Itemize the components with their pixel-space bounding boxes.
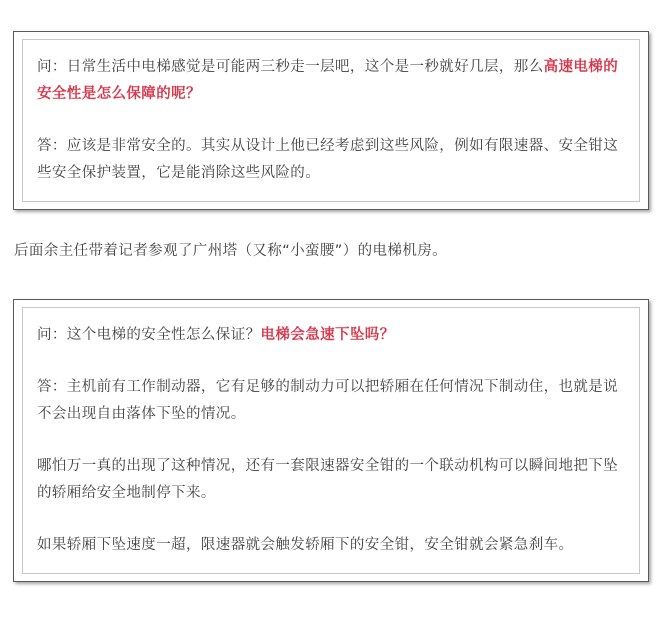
answer-paragraph: 如果轿厢下坠速度一超，限速器就会触发轿厢下的安全钳，安全钳就会紧急刹车。 (37, 537, 574, 553)
qa-box-falling-safety (13, 299, 649, 582)
question-text: 问：日常生活中电梯感觉是可能两三秒走一层吧，这个是一秒就好几层，那么 (37, 59, 544, 75)
answer-paragraph: 答：应该是非常安全的。其实从设计上他已经考虑到这些风险，例如有限速器、安全钳这些安全保护装置，它是能消除这些风险的。 (37, 138, 619, 181)
qa-box-high-speed-safety (13, 31, 649, 210)
question-paragraph (37, 54, 625, 108)
question-text: 问：这个电梯的安全性怎么保证？ (37, 327, 261, 343)
question-highlight: 高速电梯的安全性是怎么保障的呢？ (37, 59, 619, 102)
qa-box-inner (22, 307, 640, 574)
qa-box-inner (22, 39, 640, 202)
question-highlight: 电梯会急速下坠吗？ (260, 327, 395, 343)
narration-paragraph: 后面余主任带着记者参观了广州塔（又称“小蛮腰”）的电梯机房。 (14, 243, 448, 259)
answer-paragraph: 答：主机前有工作制动器，它有足够的制动力可以把轿厢在任何情况下制动住，也就是说不会出现自由落体下坠的情况。 (37, 379, 619, 422)
question-paragraph (37, 322, 625, 349)
answer-paragraph: 哪怕万一真的出现了这种情况，还有一套限速器安全钳的一个联动机构可以瞬间地把下坠的轿厢给安全地制停下来。 (37, 458, 619, 501)
